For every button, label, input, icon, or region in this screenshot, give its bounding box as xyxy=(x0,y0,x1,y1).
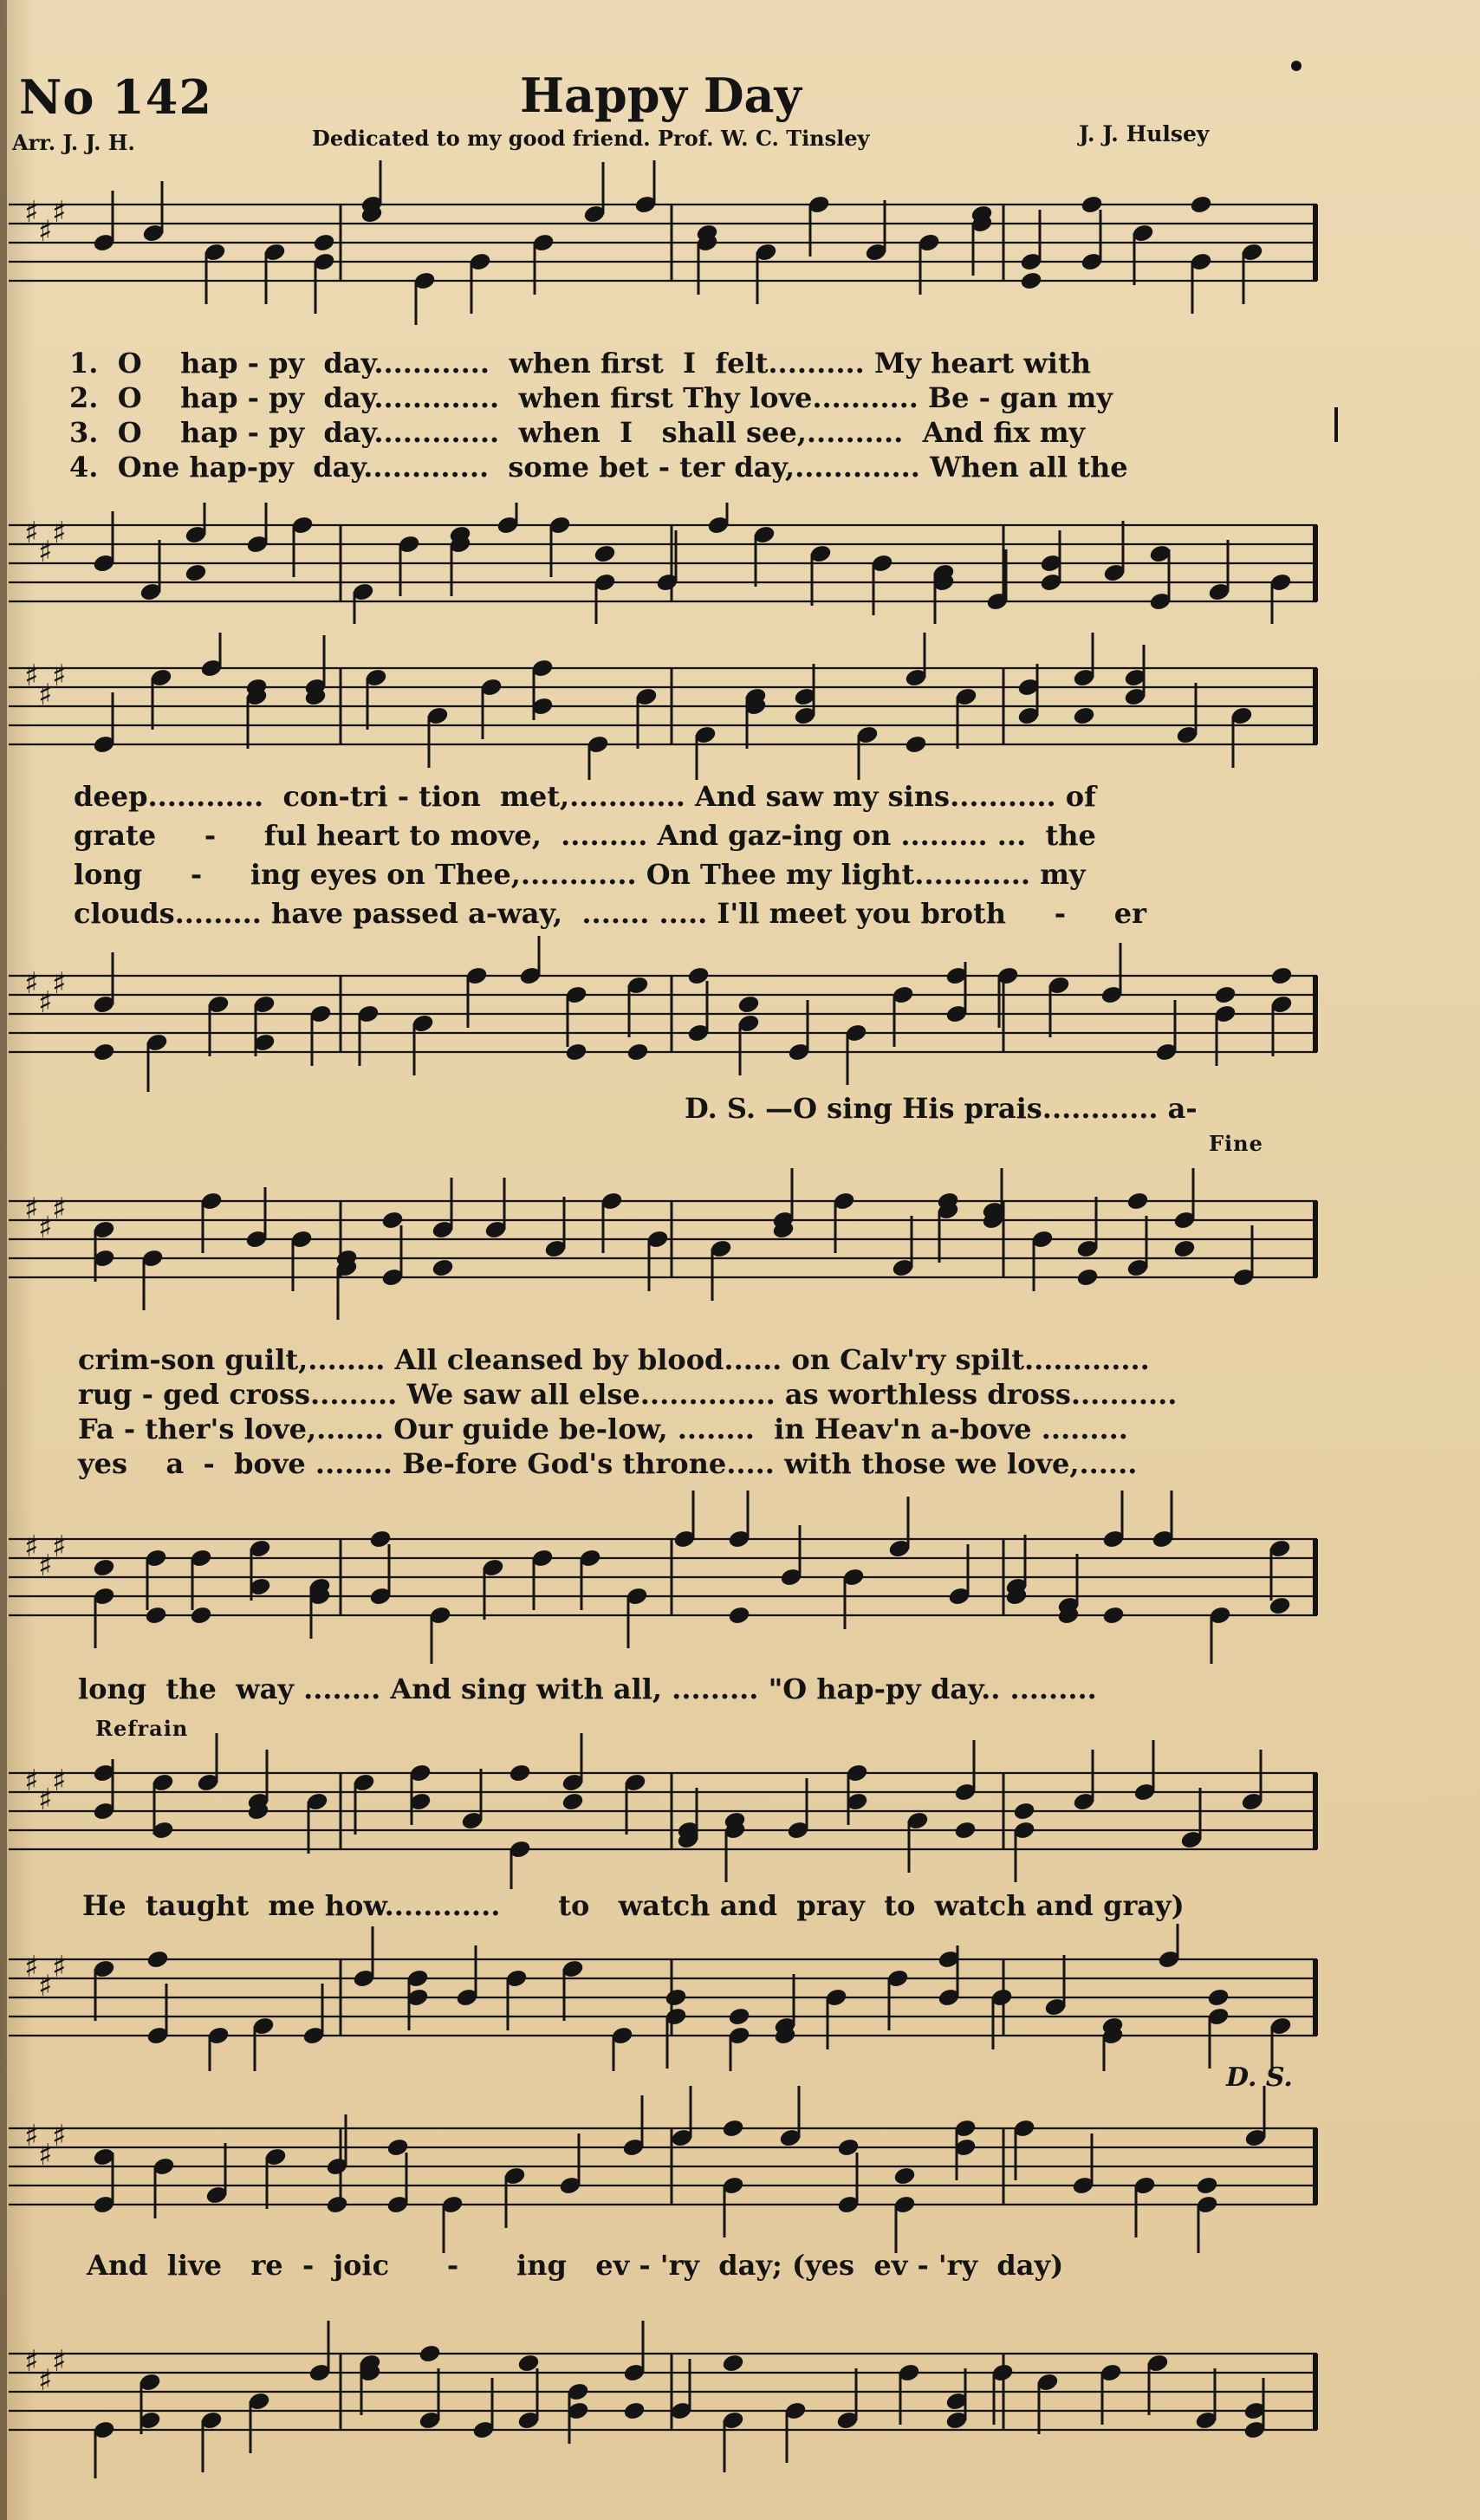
lyric-line-3-4: yes a - bove ........ Be-fore God's throne..... with those we love,...... xyxy=(78,1447,1138,1480)
staff-treble-2 xyxy=(9,633,1334,780)
sharp-sign: ♯ xyxy=(52,659,67,693)
sharp-sign: ♯ xyxy=(52,516,67,550)
sharp-sign: ♯ xyxy=(24,1530,39,1564)
note-head xyxy=(722,2119,744,2139)
sharp-sign: ♯ xyxy=(38,985,53,1020)
page-dot xyxy=(1291,61,1301,71)
lyric-line-2-3: long - ing eyes on Thee,............ On Thee my light............ my xyxy=(74,858,1086,891)
lyric-line-2-4: clouds......... have passed a-way, ....... ..... I'll meet you broth - er xyxy=(74,897,1146,930)
composer-credit: J. J. Hulsey xyxy=(1079,121,1210,146)
note-head xyxy=(185,563,207,583)
sharp-sign: ♯ xyxy=(24,516,39,550)
sharp-sign: ♯ xyxy=(52,2344,67,2379)
ds-end-label: D. S. xyxy=(1226,2062,1293,2093)
note-head xyxy=(432,1258,454,1278)
dedication: Dedicated to my good friend. Prof. W. C. Tinsley xyxy=(312,126,870,151)
lyric-line-5-1: He taught me how............ to watch and pray to watch and gray) xyxy=(82,1889,1185,1922)
note-head xyxy=(146,1950,169,1970)
sharp-sign: ♯ xyxy=(52,1763,67,1798)
lyric-line-1-1: 1. O hap - py day............ when first I felt.......... My heart with xyxy=(69,347,1091,380)
sharp-sign: ♯ xyxy=(24,659,39,693)
notes-group xyxy=(93,2086,1267,2253)
lyric-line-1-3: 3. O hap - py day............. when I shall see,.......... And fix my xyxy=(69,416,1086,449)
sharp-sign: ♯ xyxy=(52,2119,67,2153)
note-head xyxy=(954,1821,977,1841)
note-head xyxy=(1020,271,1042,291)
note-head xyxy=(905,735,927,755)
notes-group xyxy=(93,2321,1266,2478)
note-head xyxy=(1207,1988,1230,2008)
hymn-number: No 142 xyxy=(19,69,212,125)
staff-treble-3 xyxy=(9,1144,1334,1335)
lyric-line-2-2: grate - ful heart to move, ......... And gaz-ing on ......... ... the xyxy=(74,819,1096,852)
sharp-sign: ♯ xyxy=(38,1211,53,1245)
note-head xyxy=(1073,706,1095,726)
note-head xyxy=(722,2354,744,2374)
lyric-line-1-4: 4. One hap-py day............. some bet - ter day,............. When all the xyxy=(69,451,1128,484)
sharp-sign: ♯ xyxy=(24,1950,39,1984)
sharp-sign: ♯ xyxy=(38,2138,53,2173)
sharp-sign: ♯ xyxy=(24,2344,39,2379)
lyric-line-3-1: crim-son guilt,........ All cleansed by blood...... on Calv'ry spilt............. xyxy=(78,1343,1150,1376)
margin-mark xyxy=(1334,407,1338,442)
note-head xyxy=(1270,966,1293,986)
note-head xyxy=(1013,1802,1035,1822)
staff-treble-5 xyxy=(9,2080,1334,2253)
note-head xyxy=(1076,1268,1099,1288)
note-head xyxy=(623,2401,646,2421)
lyric-line-4-1: long the way ........ And sing with all, ......... "O hap-py day.. ......... xyxy=(78,1672,1097,1705)
sharp-sign: ♯ xyxy=(38,535,53,569)
note-head xyxy=(665,1988,687,2008)
note-head xyxy=(626,1042,649,1062)
sharp-sign: ♯ xyxy=(52,1530,67,1564)
note-head xyxy=(1126,1192,1149,1211)
note-head xyxy=(1196,2176,1218,2196)
staff-treble-1 xyxy=(9,160,1334,325)
note-head xyxy=(93,1042,115,1062)
note-head xyxy=(893,2166,916,2186)
sharp-sign: ♯ xyxy=(24,1192,39,1226)
staff-treble-4 xyxy=(9,1733,1334,1889)
sharp-sign: ♯ xyxy=(52,966,67,1001)
note-head xyxy=(728,2007,750,2027)
staff-lines xyxy=(9,525,1317,601)
note-head xyxy=(509,1763,531,1783)
staff-bass-1 xyxy=(9,503,1334,624)
note-head xyxy=(1102,1606,1125,1626)
note-head xyxy=(326,2195,348,2215)
note-head xyxy=(313,233,335,253)
sharp-sign: ♯ xyxy=(38,2363,53,2398)
fine-label: Fine xyxy=(1209,1131,1263,1156)
note-head xyxy=(594,544,616,564)
ds-line: D. S. —O sing His prais............ a- xyxy=(685,1092,1198,1125)
sharp-sign: ♯ xyxy=(52,195,67,230)
note-head xyxy=(561,1792,584,1812)
note-head xyxy=(1190,195,1212,215)
sharp-sign: ♯ xyxy=(38,1549,53,1583)
staff-bass-3 xyxy=(9,1491,1334,1664)
lyric-line-3-3: Fa - ther's love,....... Our guide be-low, ........ in Heav'n a-bove ......... xyxy=(78,1413,1128,1445)
scan-edge xyxy=(0,0,7,2520)
lyric-line-6-1: And live re - joic - ing ev - 'ry day; (yes ev - 'ry day) xyxy=(87,2249,1064,2282)
sharp-sign: ♯ xyxy=(52,1950,67,1984)
sharp-sign: ♯ xyxy=(52,1192,67,1226)
lyric-line-2-1: deep............ con-tri - tion met,............ And saw my sins........... of xyxy=(74,780,1096,813)
lyric-line-3-2: rug - ged cross......... We saw all else.............. as worthless dross........... xyxy=(78,1378,1178,1411)
refrain-label: Refrain xyxy=(95,1716,189,1741)
sharp-sign: ♯ xyxy=(24,1763,39,1798)
sharp-sign: ♯ xyxy=(24,966,39,1001)
staff-lines xyxy=(9,1539,1317,1615)
notes-group xyxy=(93,1168,1255,1320)
sharp-sign: ♯ xyxy=(38,1969,53,2004)
sharp-sign: ♯ xyxy=(38,1783,53,1817)
note-head xyxy=(93,1558,115,1578)
staff-bass-4 xyxy=(9,1924,1334,2071)
sharp-sign: ♯ xyxy=(24,195,39,230)
lyric-line-1-2: 2. O hap - py day............. when first Thy love........... Be - gan my xyxy=(69,381,1113,414)
note-head xyxy=(1214,985,1237,1005)
hymn-title: Happy Day xyxy=(520,68,802,123)
staff-bass-2 xyxy=(9,936,1334,1092)
staff-lines xyxy=(9,2128,1317,2205)
staff-lines xyxy=(9,668,1317,744)
sharp-sign: ♯ xyxy=(38,678,53,712)
note-head xyxy=(419,2344,441,2364)
sharp-sign: ♯ xyxy=(38,214,53,249)
sharp-sign: ♯ xyxy=(24,2119,39,2153)
arranger-credit: Arr. J. J. H. xyxy=(12,130,135,155)
note-head xyxy=(728,1606,750,1626)
note-head xyxy=(737,995,760,1015)
staff-bass-5 xyxy=(9,2305,1334,2478)
note-head xyxy=(1173,1239,1196,1259)
